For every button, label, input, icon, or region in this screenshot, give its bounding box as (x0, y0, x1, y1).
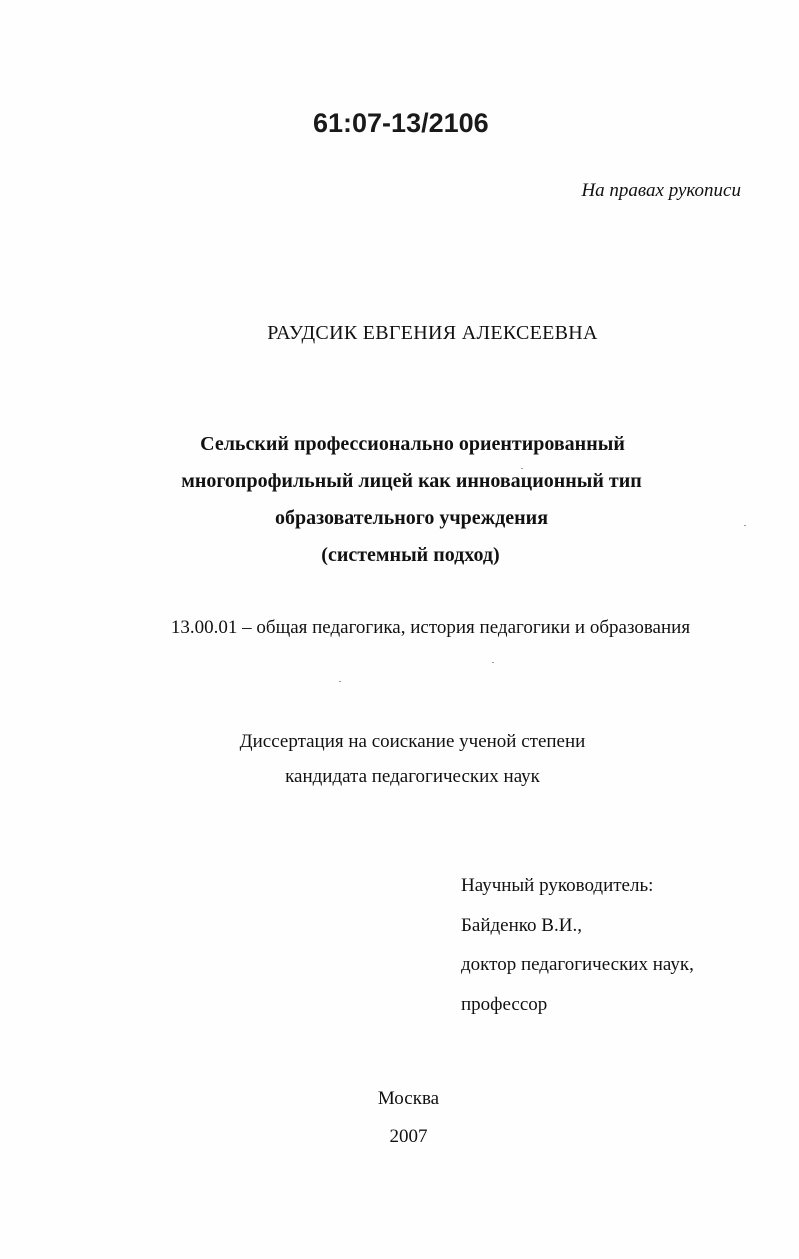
scan-speck (744, 525, 746, 526)
title-line: Сельский профессионально ориентированный (200, 433, 625, 455)
supervisor-info (461, 866, 694, 1024)
supervisor-name: Байденко В.И., (461, 914, 582, 936)
title-line: (системный подход) (321, 544, 500, 566)
degree-line: кандидата педагогических наук (285, 766, 540, 787)
specialty-code (0, 617, 799, 639)
catalog-number-stamp: 61:07-13/2106 (313, 108, 489, 138)
scan-speck (521, 468, 523, 469)
city-text: Москва (377, 1088, 440, 1109)
author-name (0, 322, 799, 345)
scan-speck (492, 662, 494, 663)
supervisor-degree: доктор педагогических наук, (461, 954, 694, 975)
city (0, 1088, 799, 1110)
supervisor-title: профессор (461, 993, 548, 1015)
degree-line: Диссертация на соискание ученой степени (239, 731, 586, 752)
author-name-text: РАУДСИК ЕВГЕНИЯ АЛЕКСЕЕВНА (267, 322, 598, 344)
year (0, 1126, 799, 1148)
rights-note: На правах рукописи (581, 180, 741, 201)
supervisor-label: Научный руководитель: (461, 875, 654, 896)
title-line: многопрофильный лицей как инновационный тип (181, 470, 642, 492)
title-line: образовательного учреждения (274, 507, 549, 529)
degree-statement (0, 724, 799, 794)
specialty-text: 13.00.01 – общая педагогика, история педагогики и образования (170, 617, 691, 638)
dissertation-title (0, 426, 799, 574)
year-text: 2007 (389, 1126, 428, 1147)
scan-speck (339, 681, 341, 682)
